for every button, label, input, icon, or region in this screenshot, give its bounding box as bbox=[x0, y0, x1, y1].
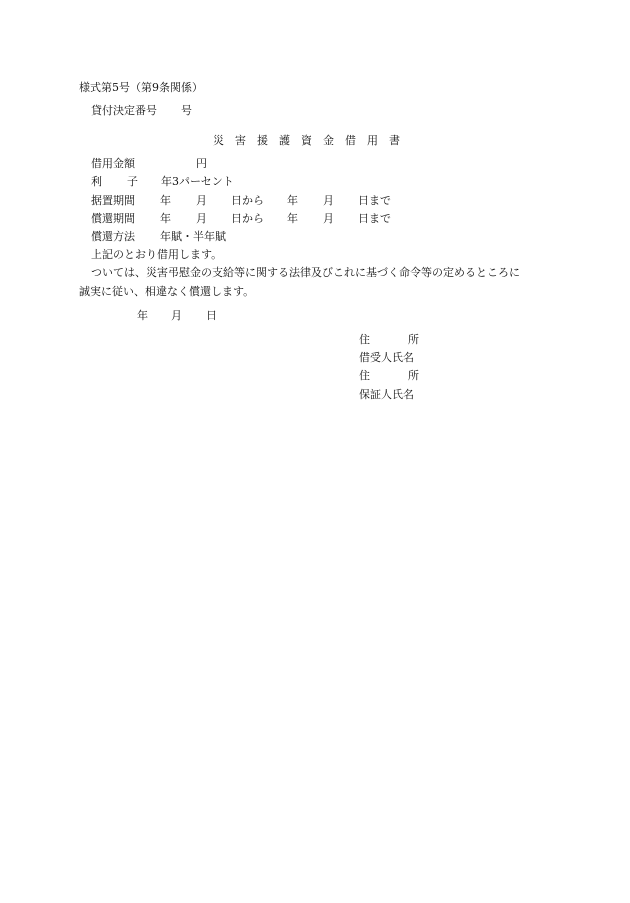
deferral-year: 年 bbox=[160, 194, 171, 207]
repayment-method-row bbox=[91, 230, 226, 244]
date-row bbox=[137, 309, 217, 323]
statement-2a: ついては、災害弔慰金の支給等に関する法律及びこれに基づく命令等の定めるところに bbox=[91, 266, 520, 279]
amount-unit: 円 bbox=[196, 157, 207, 170]
deferral-until: 日まで bbox=[358, 194, 391, 207]
document-title: 災 害 援 護 資 金 借 用 書 bbox=[213, 134, 400, 147]
guarantor-address bbox=[359, 369, 419, 383]
deferral-month: 月 bbox=[196, 194, 207, 207]
date-year: 年 bbox=[137, 309, 148, 322]
deferral-year2: 年 bbox=[287, 194, 298, 207]
interest-label-a: 利 bbox=[91, 175, 102, 188]
repayment-method-label: 償還方法 bbox=[91, 230, 135, 243]
guarantor-name: 保証人氏名 bbox=[359, 388, 414, 401]
repayment-period-from: 日から bbox=[231, 212, 264, 225]
guarantor-address-a: 住 bbox=[359, 369, 370, 382]
guarantor-address-b: 所 bbox=[408, 369, 419, 382]
deferral-from: 日から bbox=[231, 194, 264, 207]
decision-number-label: 貸付決定番号 bbox=[91, 104, 157, 117]
repayment-period-month2: 月 bbox=[323, 212, 334, 225]
interest-label-b: 子 bbox=[127, 175, 138, 188]
repayment-period-month: 月 bbox=[196, 212, 207, 225]
decision-number-suffix: 号 bbox=[181, 104, 192, 117]
amount-label: 借用金額 bbox=[91, 157, 135, 170]
repayment-period-label: 償還期間 bbox=[91, 212, 135, 225]
borrower-name: 借受人氏名 bbox=[359, 351, 414, 364]
interest-value: 年3パーセント bbox=[161, 175, 234, 188]
borrower-address bbox=[359, 333, 419, 347]
date-month: 月 bbox=[171, 309, 182, 322]
form-label: 様式第5号（第9条関係） bbox=[79, 81, 203, 94]
statement-2b: 誠実に従い、相違なく償還します。 bbox=[79, 285, 255, 298]
repayment-period-until: 日まで bbox=[358, 212, 391, 225]
interest-row bbox=[91, 175, 234, 189]
deferral-label: 据置期間 bbox=[91, 194, 135, 207]
statement-1: 上記のとおり借用します。 bbox=[91, 248, 223, 261]
repayment-period-year: 年 bbox=[160, 212, 171, 225]
decision-number bbox=[91, 104, 192, 118]
borrower-address-a: 住 bbox=[359, 333, 370, 346]
borrower-address-b: 所 bbox=[408, 333, 419, 346]
date-day: 日 bbox=[206, 309, 217, 322]
repayment-period-year2: 年 bbox=[287, 212, 298, 225]
repayment-method-value: 年賦・半年賦 bbox=[160, 230, 226, 243]
deferral-month2: 月 bbox=[323, 194, 334, 207]
repayment-period-row bbox=[91, 212, 391, 226]
amount-row bbox=[91, 157, 207, 171]
deferral-row bbox=[91, 194, 391, 208]
